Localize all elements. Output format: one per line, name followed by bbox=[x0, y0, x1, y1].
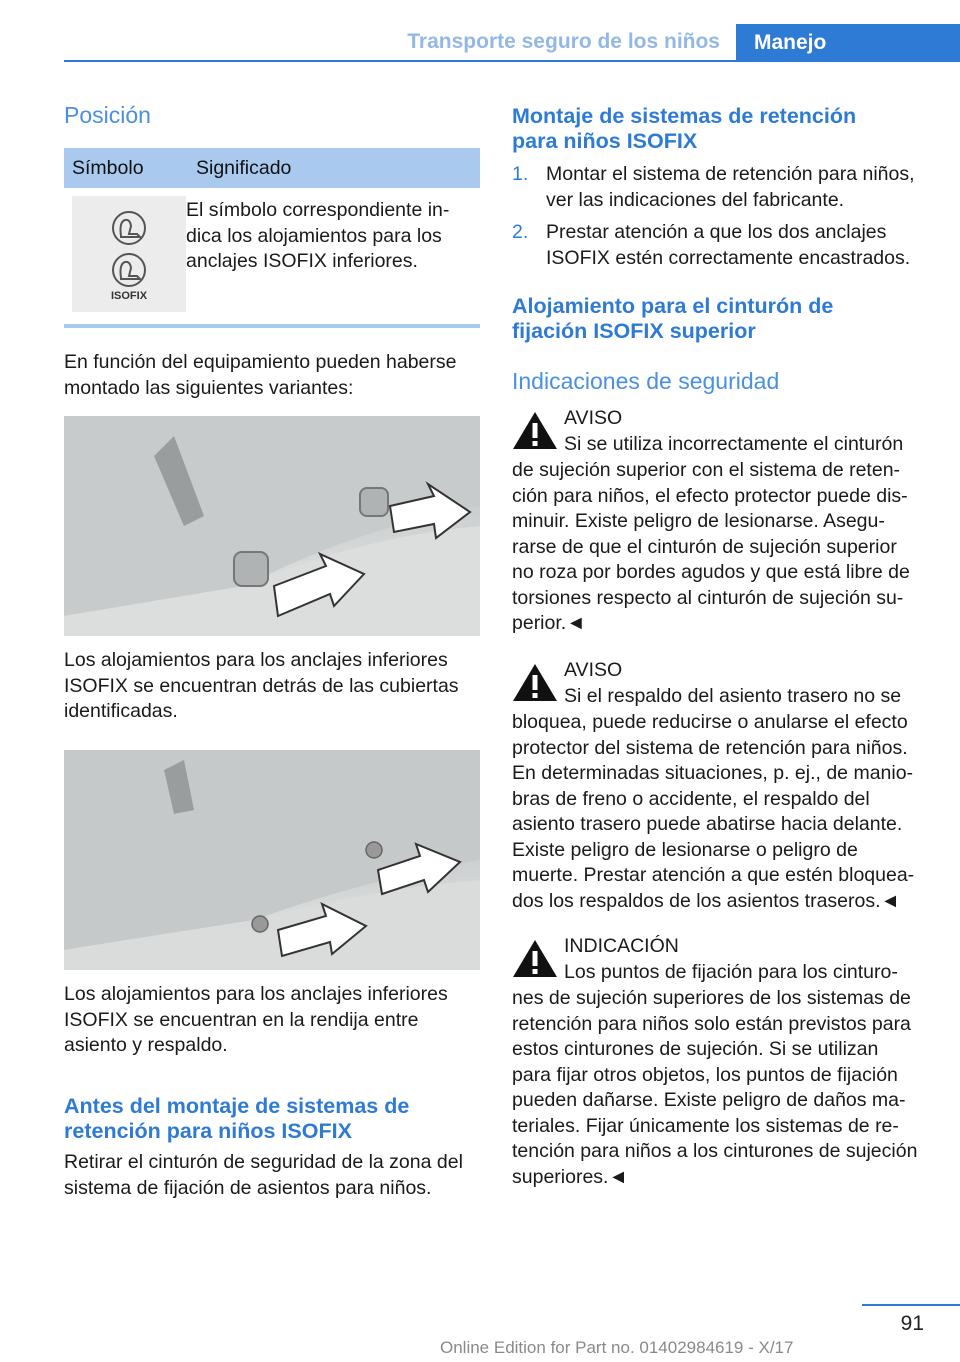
text-line: ción para niños, el efecto protector puede dis- bbox=[512, 484, 908, 507]
text-line: perior.◄ bbox=[512, 612, 586, 634]
meaning-line: El símbolo correspondiente in- bbox=[186, 199, 450, 221]
step-number: 1. bbox=[512, 163, 529, 185]
text-line: sistema de fijación de asientos para niños. bbox=[64, 1176, 432, 1199]
caption-gap bbox=[64, 982, 480, 1059]
notice-title: INDICACIÓN bbox=[564, 935, 679, 957]
text-line: Los alojamientos para los anclajes inferiores bbox=[64, 649, 448, 671]
warning-triangle-icon bbox=[512, 410, 558, 450]
text-line: ISOFIX se encuentran detrás de las cubiertas bbox=[64, 674, 459, 697]
page-number: 91 bbox=[900, 1312, 924, 1335]
edition-footer: Online Edition for Part no. 01402984619 - X/17 bbox=[440, 1338, 794, 1357]
step-number: 2. bbox=[512, 221, 529, 243]
before-mounting-heading bbox=[64, 1094, 480, 1144]
variants-intro bbox=[64, 350, 480, 401]
footer-rule bbox=[862, 1304, 960, 1306]
header-rule bbox=[64, 60, 960, 62]
heading-line: Montaje de sistemas de retención bbox=[512, 104, 857, 128]
heading-line: Antes del montaje de sistemas de bbox=[64, 1094, 410, 1118]
warning-text bbox=[512, 458, 932, 637]
text-line: Montar el sistema de retención para niños, bbox=[546, 163, 915, 185]
text-line: retención para niños solo están previstos para bbox=[512, 1012, 911, 1035]
header-section-title: Transporte seguro de los niños bbox=[407, 30, 720, 53]
text-line: tención para niños a los cinturones de sujeción bbox=[512, 1140, 918, 1162]
caption-covers bbox=[64, 648, 480, 725]
meaning-line: anclajes ISOFIX inferiores. bbox=[186, 250, 418, 272]
mounting-heading bbox=[512, 104, 932, 154]
isofix-symbol-cell bbox=[72, 196, 186, 312]
text-line: nes de sujeción superiores de los sistemas de bbox=[512, 987, 911, 1009]
header-chapter-tab[interactable]: Manejo bbox=[736, 24, 960, 62]
text-line: no roza por bordes agudos y que está libre de bbox=[512, 561, 910, 583]
before-mounting-text bbox=[64, 1150, 480, 1201]
safety-heading: Indicaciones de seguridad bbox=[512, 368, 780, 394]
table-header-meaning: Significado bbox=[196, 157, 292, 179]
position-heading: Posición bbox=[64, 102, 151, 128]
warning-triangle-icon bbox=[512, 662, 558, 702]
table-header bbox=[64, 148, 480, 188]
text-line: En función del equipamiento pueden haberse bbox=[64, 351, 457, 373]
text-line: estos cinturones de sujeción. Si se utilizan bbox=[512, 1038, 879, 1060]
warning-text bbox=[512, 710, 932, 914]
warning-title: AVISO bbox=[564, 659, 623, 681]
text-line: minuir. Existe peligro de lesionarse. Asegu- bbox=[512, 510, 885, 532]
text-line: montado las siguientes variantes: bbox=[64, 376, 354, 399]
text-line: superiores.◄ bbox=[512, 1165, 628, 1188]
warning-title: AVISO bbox=[564, 407, 623, 429]
heading-line: Alojamiento para el cinturón de bbox=[512, 294, 834, 318]
mounting-steps bbox=[512, 162, 932, 272]
heading-line: retención para niños ISOFIX bbox=[64, 1119, 352, 1143]
notice-text bbox=[512, 986, 932, 1190]
text-line: torsiones respecto al cinturón de sujeción su- bbox=[512, 586, 904, 609]
list-item bbox=[512, 162, 932, 214]
text-line: ISOFIX estén correctamente encastrados. bbox=[546, 246, 911, 269]
text-line: ver las indicaciones del fabricante. bbox=[546, 188, 845, 211]
text-line: asiento trasero puede abatirse hacia delante. bbox=[512, 813, 903, 835]
photo-isofix-covers bbox=[64, 416, 480, 636]
text-line: Los alojamientos para los anclajes inferiores bbox=[64, 983, 448, 1005]
list-item bbox=[512, 220, 932, 272]
text-line: bloquea, puede reducirse o anularse el efecto bbox=[512, 711, 908, 733]
text-line: ISOFIX se encuentran en la rendija entre bbox=[64, 1008, 419, 1031]
text-line: bras de freno o accidente, el respaldo del bbox=[512, 787, 870, 810]
warning-first-line: Si el respaldo del asiento trasero no se bbox=[564, 685, 902, 707]
text-line: asiento y respaldo. bbox=[64, 1034, 228, 1056]
table-header-symbol: Símbolo bbox=[72, 157, 144, 179]
text-line: Retirar el cinturón de seguridad de la zona del bbox=[64, 1151, 463, 1173]
text-line: de sujeción superior con el sistema de reten- bbox=[512, 459, 901, 481]
warning-first-line: Si se utiliza incorrectamente el cinturón bbox=[564, 433, 904, 455]
text-line: teriales. Fijar únicamente los sistemas de re- bbox=[512, 1114, 899, 1137]
text-line: dos los respaldos de los asientos traseros.◄ bbox=[512, 889, 900, 912]
heading-line: para niños ISOFIX bbox=[512, 129, 698, 153]
notice-first-line: Los puntos de fijación para los cinturo- bbox=[564, 961, 898, 983]
photo-isofix-gap bbox=[64, 750, 480, 970]
text-line: Existe peligro de lesionarse o peligro de bbox=[512, 838, 858, 861]
text-line: para fijar otros objetos, los puntos de fijación bbox=[512, 1063, 898, 1086]
heading-line: fijación ISOFIX superior bbox=[512, 319, 756, 343]
table-meaning-cell bbox=[186, 198, 480, 275]
text-line: identificadas. bbox=[64, 700, 178, 722]
text-line: Prestar atención a que los dos anclajes bbox=[546, 221, 887, 243]
table-bottom-rule bbox=[64, 324, 480, 328]
isofix-icon-label: ISOFIX bbox=[110, 290, 148, 302]
text-line: muerte. Prestar atención a que estén bloquea- bbox=[512, 864, 915, 886]
meaning-line: dica los alojamientos para los bbox=[186, 224, 442, 247]
upper-tether-heading bbox=[512, 294, 932, 344]
text-line: pueden dañarse. Existe peligro de daños ma- bbox=[512, 1089, 906, 1111]
text-line: rarse de que el cinturón de sujeción superior bbox=[512, 535, 897, 558]
notice-triangle-icon bbox=[512, 938, 558, 978]
text-line: protector del sistema de retención para niños. bbox=[512, 736, 908, 759]
text-line: En determinadas situaciones, p. ej., de manio- bbox=[512, 762, 914, 784]
